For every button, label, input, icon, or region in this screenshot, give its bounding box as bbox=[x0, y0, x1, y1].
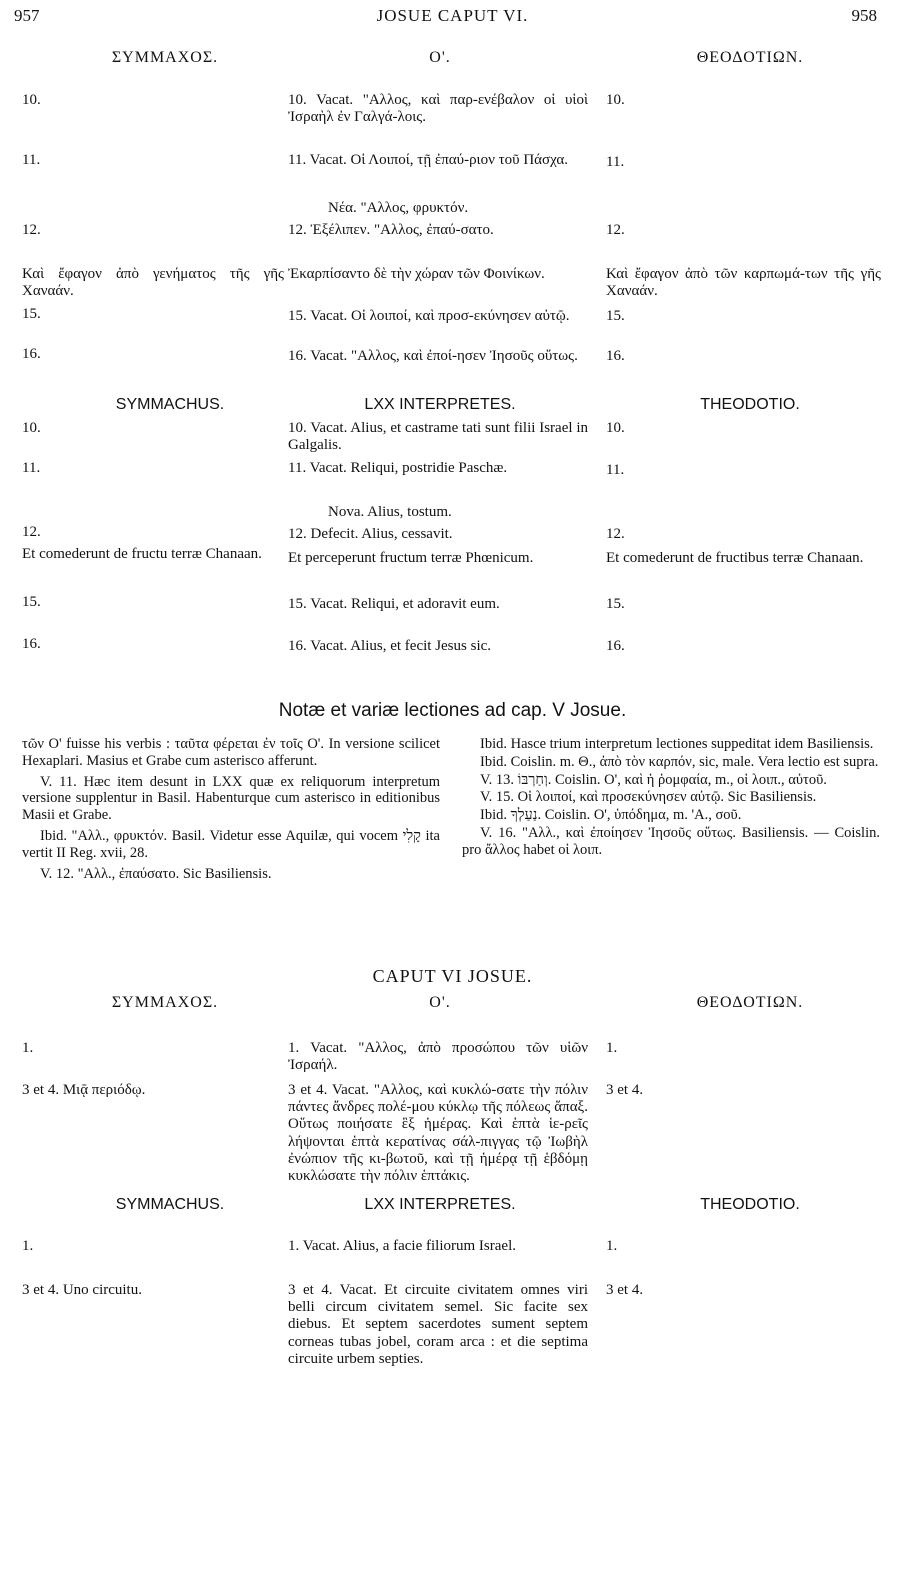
note-paragraph: V. 15. Οἱ λοιποί, καὶ προσεκύνησεν αὐτῷ. Sic Basiliensis. bbox=[480, 789, 817, 806]
verse-entry: 11. Vacat. Reliqui, postridie Paschæ. bbox=[288, 460, 508, 476]
verse-entry: 10. Vacat. "Αλλος, καὶ παρ-ενέβαλον οἱ υἱοὶ Ἰσραὴλ ἐν Γαλγά-λοις. bbox=[288, 92, 588, 126]
verse-entry: 3 et 4. bbox=[606, 1082, 644, 1098]
page-number-left: 957 bbox=[14, 6, 40, 25]
verse-entry: 12. bbox=[22, 524, 41, 540]
verse-entry: 16. Vacat. Alius, et fecit Jesus sic. bbox=[288, 638, 492, 654]
verse-entry: 1. Vacat. Alius, a facie filiorum Israel. bbox=[288, 1238, 516, 1254]
column-head-symmachus-greek: ΣΥΜΜΑΧΟΣ. bbox=[111, 49, 219, 66]
theodotion-latin-column bbox=[606, 420, 881, 680]
notes-right-column bbox=[462, 736, 880, 860]
verse-entry: 16. bbox=[606, 348, 625, 364]
note-paragraph: Ibid. נַעַלְךָ. Coislin. Ο', ὑπόδημα, m. 'Α., σοῦ. bbox=[480, 807, 742, 824]
verse-entry: Νέα. "Αλλος, φρυκτόν. bbox=[328, 200, 469, 216]
verse-entry: 1. bbox=[606, 1238, 618, 1254]
note-paragraph: V. 12. "Αλλ., ἐπαύσατο. Sic Basiliensis. bbox=[40, 865, 272, 882]
note-paragraph: Ibid. "Αλλ., φρυκτόν. Basil. Videtur esse Aquilæ, qui vocem קָלִי ita vertit II Reg. xvii, 28. bbox=[22, 827, 440, 861]
column-head-theodotion-latin: THEODOTIO. bbox=[700, 396, 800, 413]
verse-entry: 15. bbox=[22, 306, 41, 322]
notes-left-column bbox=[22, 736, 440, 886]
verse-entry: 11. Vacat. Οἱ Λοιποί, τῇ ἐπαύ-ριον τοῦ Πάσχα. bbox=[288, 152, 569, 168]
column-head-theodotion-greek: ΘΕΟΔΟΤΙΩΝ. bbox=[696, 994, 804, 1011]
verse-entry: 11. bbox=[606, 462, 625, 478]
verse-entry: 1. bbox=[22, 1040, 34, 1056]
verse-entry: 3 et 4. Vacat. "Αλλος, καὶ κυκλώ-σατε τὴν πόλιν πάντες ἄνδρες πολέ-μου κύκλῳ τῆς πόλεως ἅπαξ. Οὕτως ποιήσατε ἓξ ἡμέρας. Καὶ ἑπτὰ ἱε-ρεῖς λήψονται ἑπτὰ κερατίνας σάλ-πιγγας τῷ Ἰωβὴλ ἐνώπιον τῆς κι-βωτοῦ, καὶ τῇ ἡμέρᾳ τῇ ἑβδόμῃ κυκλώσατε τὴν πόλιν ἑπτάκις. bbox=[288, 1082, 588, 1185]
verse-entry: 1. bbox=[22, 1238, 34, 1254]
verse-entry: 15. bbox=[22, 594, 41, 610]
verse-entry: 10. bbox=[606, 92, 625, 108]
column-head-symmachus-greek: ΣΥΜΜΑΧΟΣ. bbox=[111, 994, 219, 1011]
verse-entry: 16. bbox=[606, 638, 625, 654]
symmachus-greek-column bbox=[22, 1040, 284, 1200]
verse-entry: 12. bbox=[606, 526, 625, 542]
lxx-latin-column bbox=[288, 420, 588, 680]
column-head-lxx-greek: Ο'. bbox=[429, 49, 451, 66]
verse-entry: Καὶ ἔφαγον ἀπὸ τῶν καρπωμά-των τῆς γῆς Χαναάν. bbox=[606, 266, 881, 300]
verse-entry: 12. Ἐξέλιπεν. "Αλλος, ἐπαύ-σατο. bbox=[288, 222, 494, 238]
column-head-symmachus-latin: SYMMACHUS. bbox=[115, 1196, 225, 1213]
verse-entry: 10. bbox=[606, 420, 625, 436]
column-head-theodotion-latin: THEODOTIO. bbox=[700, 1196, 800, 1213]
theodotion-greek-column bbox=[606, 1040, 881, 1200]
symmachus-latin-column bbox=[22, 1238, 284, 1478]
symmachus-latin-column bbox=[22, 420, 284, 680]
note-paragraph: Ibid. Hasce trium interpretum lectiones suppeditat idem Basiliensis. bbox=[480, 736, 874, 752]
verse-entry: Et comederunt de fructu terræ Chanaan. bbox=[22, 546, 262, 562]
notes-title: Notæ et variæ lectiones ad cap. V Josue. bbox=[278, 700, 627, 721]
verse-entry: 16. bbox=[22, 636, 41, 652]
verse-entry: 11. bbox=[22, 460, 41, 476]
verse-entry: 16. Vacat. "Αλλος, καὶ ἐποί-ησεν Ἰησοῦς οὕτως. bbox=[288, 348, 578, 364]
verse-entry: 3 et 4. Uno circuitu. bbox=[22, 1282, 142, 1298]
verse-entry: Et comederunt de fructibus terræ Chanaan. bbox=[606, 550, 864, 566]
column-head-lxx-latin: LXX INTERPRETES. bbox=[364, 1196, 516, 1213]
verse-entry: Ἐκαρπίσαντο δὲ τὴν χώραν τῶν Φοινίκων. bbox=[288, 266, 545, 282]
column-head-theodotion-greek: ΘΕΟΔΟΤΙΩΝ. bbox=[696, 49, 804, 66]
verse-entry: 10. bbox=[22, 92, 41, 108]
note-paragraph: V. 16. "Αλλ., καὶ ἐποίησεν Ἰησοῦς οὕτως. Basiliensis. — Coislin. pro ἄλλος habet οἱ λοιπ. bbox=[462, 824, 880, 858]
verse-entry: 16. bbox=[22, 346, 41, 362]
verse-entry: 11. bbox=[22, 152, 41, 168]
verse-entry: 12. bbox=[606, 222, 625, 238]
verse-entry: 3 et 4. Vacat. Et circuite civitatem omnes viri belli circum civitatem semel. Sic facite sex diebus. Et septem sacerdotes sument septem corneas tubas jobel, coram arca : et die septima circuite urbem septies. bbox=[288, 1282, 588, 1367]
note-paragraph: V. 13. וְחַרְבּוֹ. Coislin. Ο', καὶ ἡ ῥομφαία, m., οἱ λοιπ., αὐτοῦ. bbox=[480, 771, 827, 788]
lxx-greek-column bbox=[288, 1040, 588, 1200]
theodotion-latin-column bbox=[606, 1238, 881, 1478]
verse-entry: 15. bbox=[606, 308, 625, 324]
verse-entry: 1. bbox=[606, 1040, 618, 1056]
verse-entry: 12. Defecit. Alius, cessavit. bbox=[288, 526, 453, 542]
verse-entry: Nova. Alius, tostum. bbox=[328, 504, 452, 520]
verse-entry: 3 et 4. bbox=[606, 1282, 644, 1298]
lxx-greek-column bbox=[288, 92, 588, 392]
verse-entry: 15. Vacat. Οἱ λοιποί, καὶ προσ-εκύνησεν αὐτῷ. bbox=[288, 308, 570, 324]
verse-entry: 11. bbox=[606, 154, 625, 170]
verse-entry: 10. bbox=[22, 420, 41, 436]
column-head-lxx-latin: LXX INTERPRETES. bbox=[364, 396, 516, 413]
note-paragraph: Ibid. Coislin. m. Θ., ἀπὸ τὸν καρπόν, sic, male. Vera lectio est supra. bbox=[480, 753, 879, 770]
verse-entry: 15. Vacat. Reliqui, et adoravit eum. bbox=[288, 596, 500, 612]
verse-entry: 1. Vacat. "Αλλος, ἀπὸ προσώπου τῶν υἱῶν Ἰσραήλ. bbox=[288, 1040, 588, 1074]
verse-entry: 15. bbox=[606, 596, 625, 612]
theodotion-greek-column bbox=[606, 92, 881, 392]
page-number-right: 958 bbox=[851, 6, 877, 25]
symmachus-greek-column bbox=[22, 92, 284, 392]
chapter-title: CAPUT VI JOSUE. bbox=[372, 966, 533, 986]
verse-entry: Et perceperunt fructum terræ Phœnicum. bbox=[288, 550, 534, 566]
verse-entry: 10. Vacat. Alius, et castrame tati sunt filii Israel in Galgalis. bbox=[288, 420, 588, 454]
note-paragraph: V. 11. Hæc item desunt in LXX quæ ex reliquorum interpretum versione supplentur in Basil. Habenturque cum asterisco in editionibus Masii et Grabe. bbox=[22, 773, 440, 824]
column-head-lxx-greek: Ο'. bbox=[429, 994, 451, 1011]
verse-entry: 12. bbox=[22, 222, 41, 238]
running-title: JOSUE CAPUT VI. bbox=[376, 6, 529, 25]
note-paragraph: τῶν Ο' fuisse his verbis : ταῦτα φέρεται ἐν τοῖς Ο'. In versione scilicet Hexaplari. Masius et Grabe cum asterisco afferunt. bbox=[22, 736, 440, 769]
verse-entry: Καὶ ἔφαγον ἀπὸ γενήματος τῆς γῆς Χαναάν. bbox=[22, 266, 284, 300]
verse-entry: 3 et 4. Μιᾷ περιόδῳ. bbox=[22, 1082, 146, 1098]
column-head-symmachus-latin: SYMMACHUS. bbox=[115, 396, 225, 413]
lxx-latin-column bbox=[288, 1238, 588, 1478]
